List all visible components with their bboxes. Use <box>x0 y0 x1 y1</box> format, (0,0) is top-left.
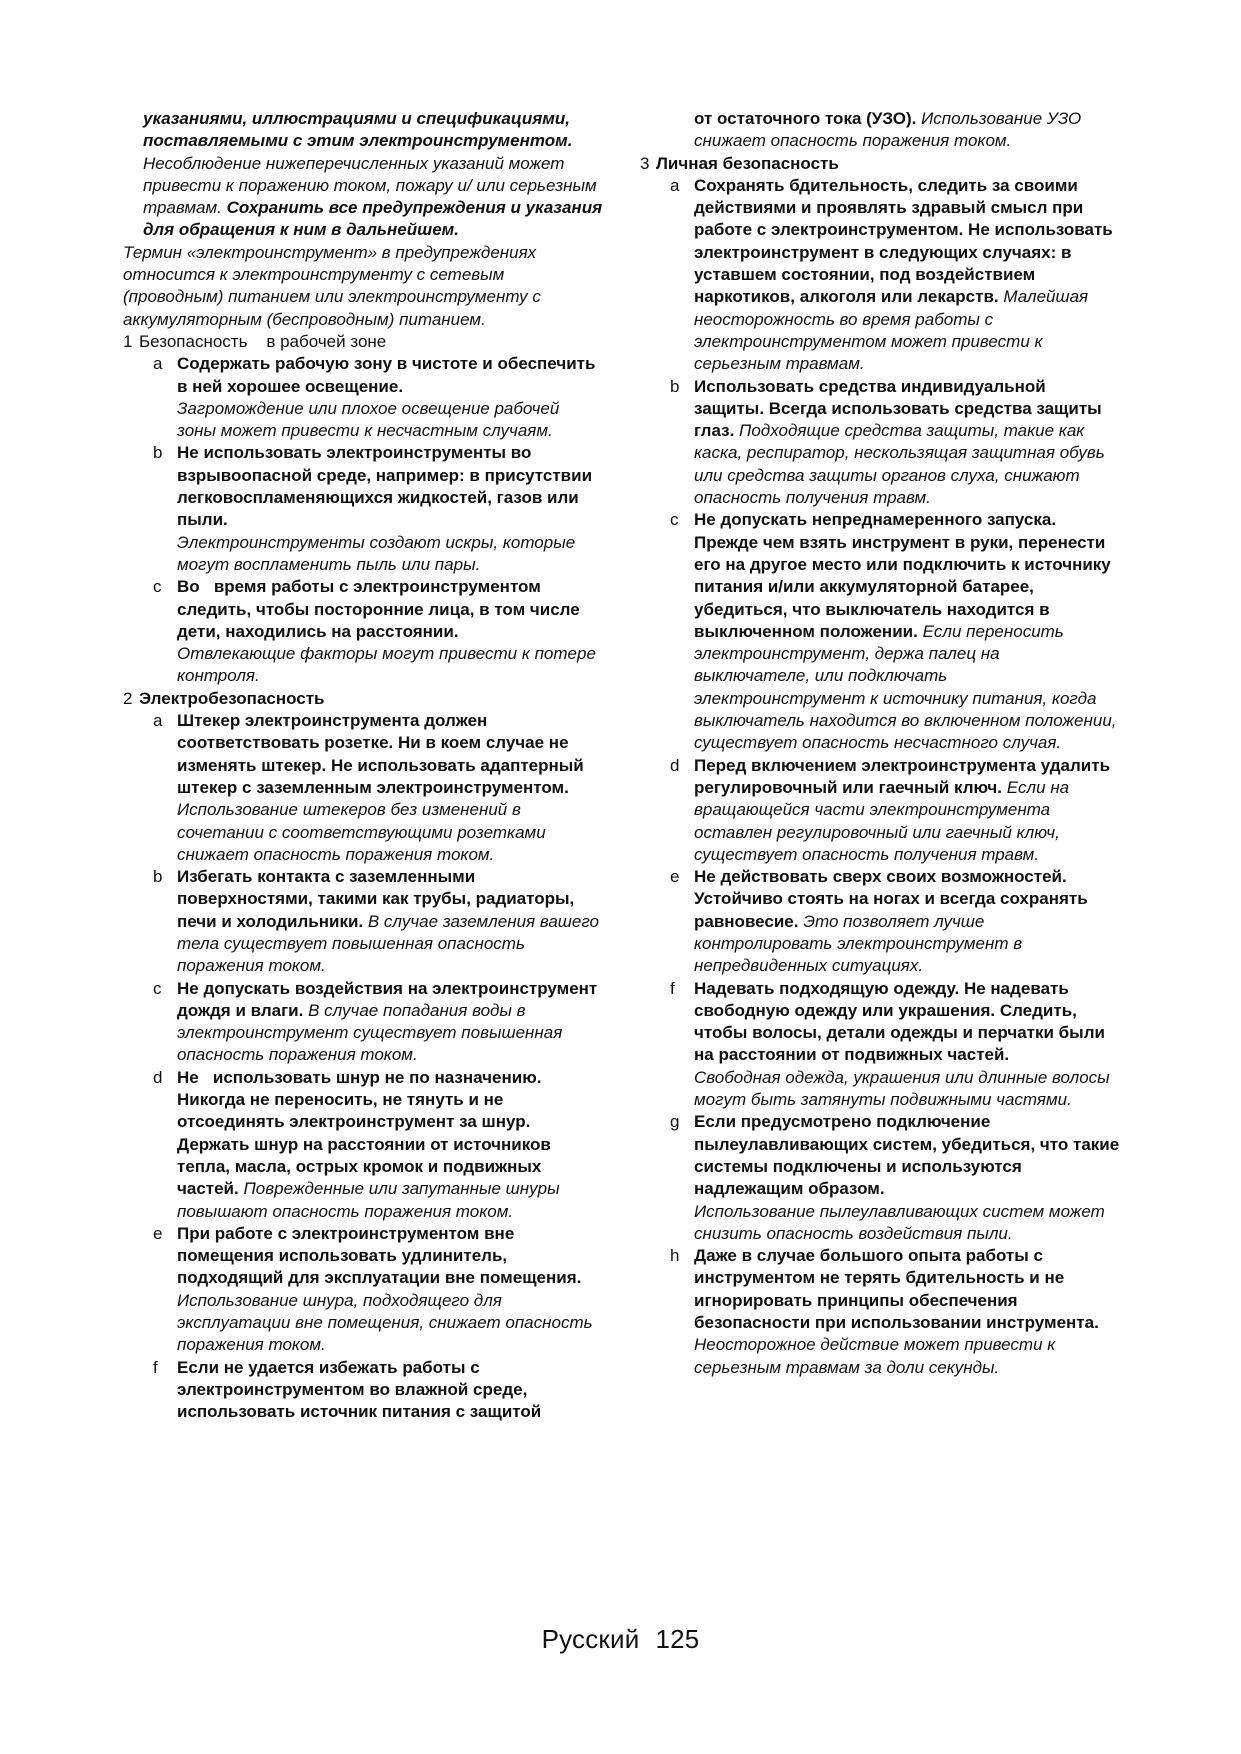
item-italic: Загромождение или плохое освещение рабочей зоны может привести к несчастным случаям. <box>177 398 560 441</box>
page-footer <box>0 1624 1241 1655</box>
item-italic: Электроинструменты создают искры, которые могут воспламенить пыль или пары. <box>177 532 576 574</box>
list-item-continued <box>670 108 1120 153</box>
section-heading-2 <box>123 688 603 710</box>
item-bold: Если предусмотрено подключение пылеулавливающих систем, убедиться, что такие системы подключены и используются надлежащим образом. <box>694 1112 1120 1199</box>
item-letter: c <box>153 978 162 998</box>
item-italic: В случае попадания воды в электроинструмент существует повышенная опасность поражения током. <box>177 1000 563 1065</box>
item-italic: Использование УЗО снижает опасность поражения током. <box>694 109 1082 151</box>
item-letter: a <box>153 354 163 374</box>
list-item <box>153 576 603 687</box>
right-column <box>640 108 1120 1379</box>
item-letter: h <box>670 1246 680 1266</box>
footer-language: Русский <box>541 1624 640 1654</box>
item-letter: c <box>153 577 162 597</box>
list-item <box>153 978 603 1067</box>
item-bold: Содержать рабочую зону в чистоте и обеспечить в ней хорошее освещение. <box>177 354 596 396</box>
item-letter: c <box>670 510 679 530</box>
section-heading-3 <box>640 153 1120 175</box>
item-bold: Не использовать шнур не по назначению. Никогда не переносить, не тянуть и не отсоединять электроинструмент за шнур. Держать шнур на расстоянии от источников тепла, масла, острых кромок и подвижных частей. <box>177 1067 556 1199</box>
item-bold: При работе с электроинструментом вне помещения использовать удлинитель, подходящий для эксплуатации вне помещения. <box>177 1223 582 1288</box>
item-letter: a <box>670 175 680 195</box>
section-number: 3 <box>640 153 650 173</box>
item-letter: g <box>670 1112 680 1132</box>
item-bold: Избегать контакта с заземленными поверхностями, такими как трубы, радиаторы, печи и холодильники. <box>177 867 575 931</box>
list-item <box>670 376 1120 510</box>
intro-italic: Несоблюдение нижеперечисленных указаний может привести к поражению током, пожару и/ или серьезным травмам. <box>143 153 597 218</box>
list-item <box>153 442 603 576</box>
list-item <box>153 710 603 866</box>
list-item <box>153 1223 603 1357</box>
item-bold: Штекер электроинструмента должен соответствовать розетке. Ни в коем случае не изменять штекер. Не использовать адаптерный штекер с заземленным электроинструментом. <box>177 711 584 797</box>
list-item <box>153 1357 603 1424</box>
item-letter: f <box>153 1357 158 1377</box>
item-letter: b <box>153 443 163 463</box>
item-letter: d <box>670 755 680 775</box>
item-letter: e <box>670 867 680 887</box>
left-column <box>123 108 603 1424</box>
section-title: Безопасность в рабочей зоне <box>139 331 387 351</box>
item-letter: b <box>153 867 163 887</box>
item-letter: b <box>670 376 680 396</box>
item-bold-continued: от остаточного тока (УЗО). <box>694 109 917 128</box>
item-bold: Перед включением электроинструмента удалить регулировочный или гаечный ключ. <box>694 755 1111 797</box>
section-heading-1 <box>123 331 603 353</box>
item-letter: d <box>153 1067 163 1087</box>
list-item <box>670 1111 1120 1245</box>
intro-bold-keep: Сохранить все предупреждения и указания для обращения к ним в дальнейшем. <box>143 198 603 240</box>
item-letter: a <box>153 711 163 731</box>
intro-paragraph <box>143 108 603 242</box>
list-item <box>153 353 603 442</box>
item-bold: Не допускать воздействия на электроинструмент дождя и влаги. <box>177 978 598 1020</box>
item-bold: Надевать подходящую одежду. Не надевать свободную одежду или украшения. Следить, чтобы волосы, детали одежды и перчатки были на расстоянии от подвижных частей. <box>694 978 1105 1065</box>
item-italic: Если на вращающейся части электроинструмента оставлен регулировочный или гаечный ключ, существует опасность получения травм. <box>694 777 1070 864</box>
section-title: Личная безопасность <box>656 153 839 173</box>
item-italic: Это позволяет лучше контролировать электроинструмент в непредвиденных ситуациях. <box>694 911 1023 976</box>
list-item <box>670 509 1120 754</box>
item-italic: Поврежденные или запутанные шнуры повышают опасность поражения током. <box>177 1179 560 1221</box>
item-bold: Использовать средства индивидуальной защиты. Всегда использовать средства защиты глаз. <box>694 376 1102 441</box>
list-item <box>670 755 1120 866</box>
term-definition: Термин «электроинструмент» в предупреждениях относится к электроинструменту с сетевым (проводным) питанием или электроинструменту с аккумуляторным (беспроводным) питанием. <box>123 242 541 329</box>
list-item <box>153 1067 603 1223</box>
page-number: 125 <box>655 1624 700 1654</box>
item-italic: Неосторожное действие может привести к серьезным травмам за доли секунды. <box>694 1335 1056 1377</box>
list-item <box>670 866 1120 977</box>
section-title: Электробезопасность <box>139 688 325 708</box>
intro-bold: указаниями, иллюстрациями и спецификациями, поставляемыми с этим электроинструментом. <box>143 109 573 151</box>
item-italic: Малейшая неосторожность во время работы с электроинструментом может привести к серьезным травмам. <box>694 287 1089 374</box>
item-italic: Использование пылеулавливающих систем может снизить опасность воздействия пыли. <box>694 1201 1105 1243</box>
item-italic: Подходящие средства защиты, такие как каска, респиратор, нескользящая защитная обувь или средства защиты органов слуха, снижают опасность получения травм. <box>694 421 1105 508</box>
list-item <box>153 866 603 977</box>
item-bold: Во время работы с электроинструментом следить, чтобы посторонние лица, в том числе дети, находились на расстоянии. <box>177 577 585 641</box>
item-italic: Если переносить электроинструмент, держа палец на выключателе, или подключать электроинструмент к источнику питания, когда выключатель находится во включенном положении, существует опасность несчастного случая. <box>694 621 1117 753</box>
item-bold: Сохранять бдительность, следить за своими действиями и проявлять здравый смысл при работе с электроинструментом. Не использовать электроинструмент в следующих случаях: в уставшем состоянии, под воздействием наркотиков, алкоголя или лекарств. <box>694 175 1113 307</box>
list-item <box>670 978 1120 1112</box>
item-italic: В случае заземления вашего тела существует повышенная опасность поражения током. <box>177 911 600 976</box>
list-item <box>670 1245 1120 1379</box>
item-italic: Отвлекающие факторы могут привести к потере контроля. <box>177 644 596 686</box>
section-number: 1 <box>123 331 133 351</box>
item-italic: Свободная одежда, украшения или длинные волосы могут быть затянуты подвижными частями. <box>694 1067 1110 1110</box>
item-letter: f <box>670 978 675 998</box>
item-bold: Не допускать непреднамеренного запуска. Прежде чем взять инструмент в руки, перенести его на другое место или подключить к источнику питания и/или аккумуляторной батарее, убедиться, что выключатель находится в выключенном положении. <box>694 510 1111 641</box>
item-italic: Использование штекеров без изменений в сочетании с соответствующими розетками снижает опасность поражения током. <box>177 800 546 864</box>
section-number: 2 <box>123 688 133 708</box>
item-bold: Не использовать электроинструменты во взрывоопасной среде, например: в присутствии легковоспламеняющихся жидкостей, газов или пыли. <box>177 443 593 530</box>
item-bold: Если не удается избежать работы с электроинструментом во влажной среде, использовать источник питания с защитой <box>177 1357 542 1422</box>
item-italic: Использование шнура, подходящего для эксплуатации вне помещения, снижает опасность поражения током. <box>177 1290 593 1355</box>
item-letter: e <box>153 1223 163 1243</box>
item-bold: Не действовать сверх своих возможностей. Устойчиво стоять на ногах и всегда сохранять равновесие. <box>694 867 1088 931</box>
item-bold: Даже в случае большого опыта работы с инструментом не терять бдительность и не игнорировать принципы обеспечения безопасности при использовании инструмента. <box>694 1246 1099 1333</box>
list-item <box>670 175 1120 376</box>
